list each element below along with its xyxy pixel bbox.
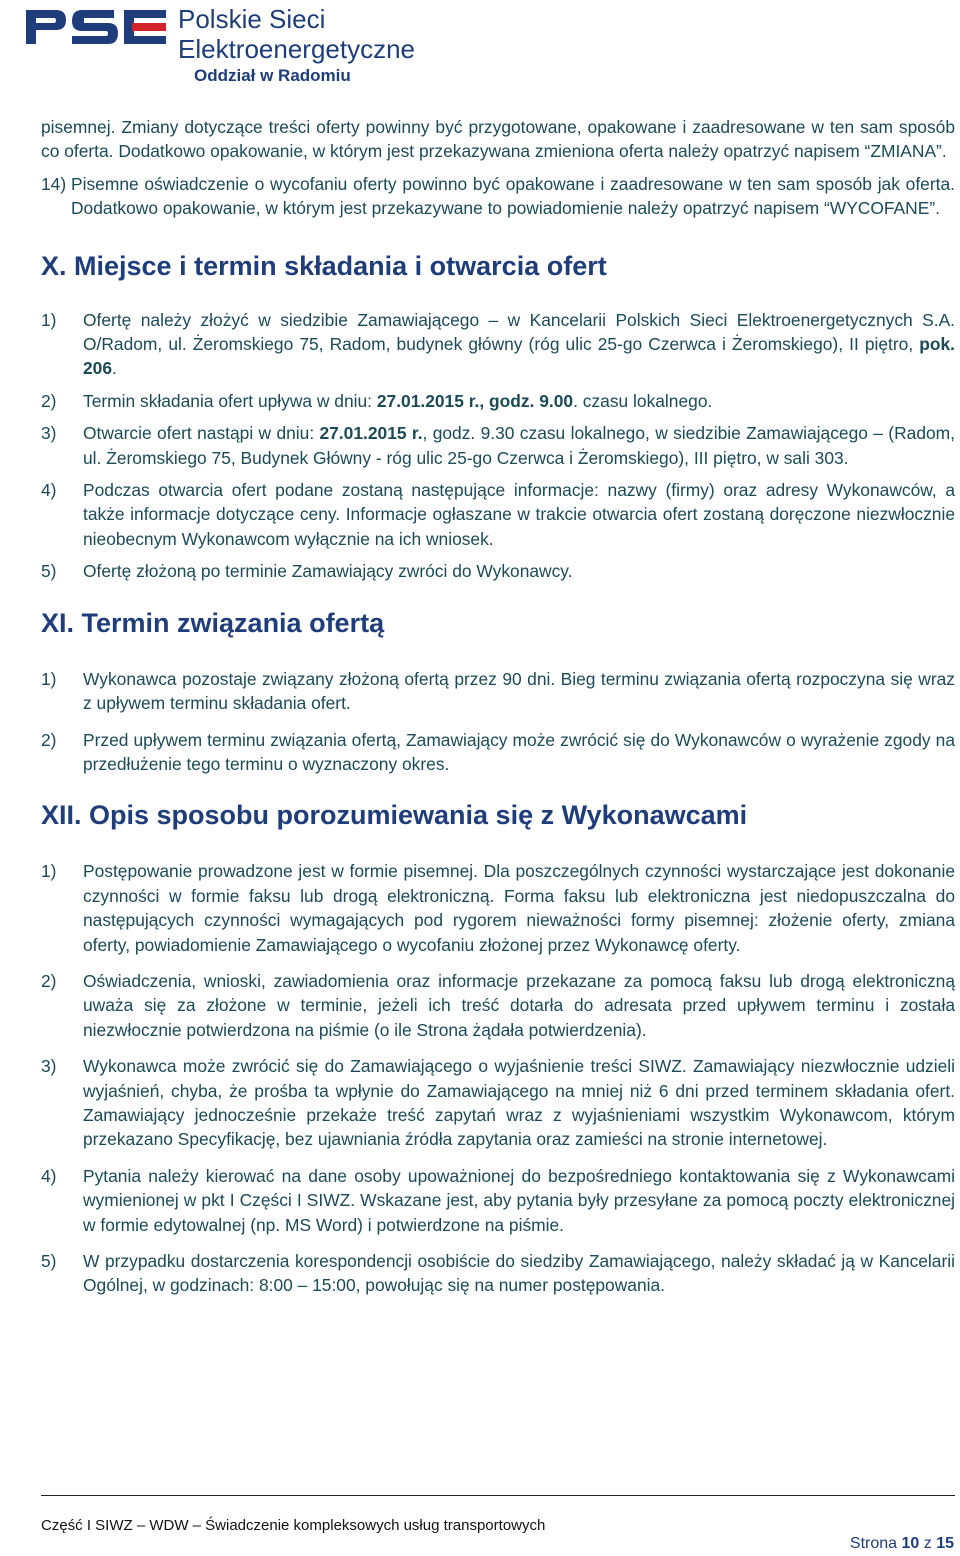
brand-branch: Oddział w Radomiu [194,66,351,85]
list-item [41,308,955,381]
item-text: Postępowanie prowadzone jest w formie pisemnej. Dla poszczególnych czynności wystarczające jest dokonanie czynności w formie faksu lub drogą elektroniczną. Forma faksu lub elektroniczna jest niedopuszczalna do następujących czynności wymagających pod rygorem nieważności formy pisemnej: złożenie oferty, zmiana oferty, powiadomienie Zamawiającego o wycofaniu złożonej przez Wykonawcę oferty. [83,861,955,955]
list-item [41,478,955,551]
item-text [83,389,955,413]
list-item [41,1054,955,1152]
item-text: Przed upływem terminu związania ofertą, Zamawiający może zwrócić się do Wykonawców o wyrażenie zgody na przedłużenie tego terminu o wyznaczony okres. [83,729,955,774]
item-number: 1) [41,861,57,882]
item-text-bold: 27.01.2015 r. [319,423,423,444]
item-number: 4) [41,1165,57,1186]
page-mid: z [919,1535,937,1552]
item-number: 3) [41,423,57,444]
page-current: 10 [901,1535,920,1552]
list-item [41,969,955,1042]
list-item [41,389,955,413]
section-heading-xii: XII. Opis sposobu porozumiewania się z Wykonawcami [41,800,748,831]
item-number: 2) [41,390,57,411]
document-body [41,115,955,1298]
list-item [41,728,955,777]
item-number: 2) [41,729,57,750]
section-heading-xi: XI. Termin związania ofertą [41,607,385,638]
list-item [41,559,955,583]
footer-divider [41,1495,955,1496]
intro-paragraph: pisemnej. Zmiany dotyczące treści oferty powinny być przygotowane, opakowane i zaadresowane w ten sam sposób co oferta. Dodatkowo opakowanie, w którym jest przekazywana zmieniona oferta należy opatrzyć napisem “ZMIANA”. [41,117,955,162]
list-item [41,421,955,470]
item-text [83,421,955,470]
item-number: 2) [41,970,57,991]
item-text: Ofertę złożoną po terminie Zamawiający zwróci do Wykonawcy. [83,561,573,582]
item-text: Pytania należy kierować na dane osoby upoważnionej do bezpośredniego kontaktowania się z Wykonawcami wymienionej w pkt I Części I SIWZ. Wskazane jest, aby pytania były przesyłane za pomocą poczty elektronicznej w formie edytowalnej (np. MS Word) i potwierdzone na piśmie. [83,1165,955,1235]
item-text: Wykonawca może zwrócić się do Zamawiającego o wyjaśnienie treści SIWZ. Zamawiający niezwłocznie udzieli wyjaśnień, chyba, że prośba ta wpłynie do Zamawiającego na mniej niż 6 dni przed terminem składania ofert. Zamawiający jednocześnie przekaże treść zapytań wraz z wyjaśnieniami wszystkim Wykonawcom, którym przekazano Specyfikację, bez ujawniania źródła zapytania oraz zamieści na stronie internetowej. [83,1056,955,1150]
item-number: 1) [41,668,57,689]
list-item [41,667,955,716]
item-text-part: Ofertę należy złożyć w siedzibie Zamawiającego – w Kancelarii Polskich Sieci Elektroenergetycznych S.A. O/Radom, ul. Żeromskiego 75, Radom, budynek główny (róg ulic 25-go Czerwca i Żeromskiego), II piętro, [83,309,955,355]
item-text-part: . czasu lokalnego. [573,390,713,411]
list-item [41,172,955,221]
item-number: 4) [41,480,57,501]
list-item [41,1164,955,1237]
item-number: 1) [41,309,57,330]
item-number: 5) [41,1251,57,1271]
item-number: 3) [41,1056,57,1077]
item-text: Pisemne oświadczenie o wycofaniu oferty powinno być opakowane i zaadresowane w ten sam sposób jak oferta. Dodatkowo opakowanie, w którym jest przekazywane to powiadomienie należy opatrzyć napisem “WYCOFANE”. [71,173,955,219]
item-text: Podczas otwarcia ofert podane zostaną następujące informacje: nazwy (firmy) oraz adresy Wykonawców, a także informacje dotyczące ceny. Informacje ogłaszane w trakcie otwarcia ofert zostaną doręczone niezwłocznie nieobecnym Wykonawcom wyłącznie na ich wniosek. [83,480,955,549]
item-number: 5) [41,561,57,582]
item-text-part: . [112,358,117,379]
item-text: Oświadczenia, wnioski, zawiadomienia oraz informacje przekazane za pomocą faksu lub drogą elektroniczną uważa się za złożone w terminie, jeżeli ich treść dotarła do adresata przed upływem terminu i została niezwłocznie potwierdzona na piśmie (o ile Strona żądała potwierdzenia). [83,970,955,1040]
item-text-part: , godz. 9.30 czasu lokalnego, w siedzibie Zamawiającego – (Radom, ul. Żeromskiego 75, Budynek Główny - róg ulic 25-go Czerwca i Żeromskiego), III piętro, w sali 303. [83,423,955,468]
item-text-part: Otwarcie ofert nastąpi w dniu: [83,423,320,444]
item-text-bold: pok. 206 [83,334,955,379]
item-text [83,308,955,381]
page-prefix: Strona [849,1535,902,1552]
item-text: W przypadku dostarczenia korespondencji osobiście do siedziby Zamawiającego, należy składać ją w Kancelarii Ogólnej, w godzinach: 8:00 – 15:00, powołując się na numer postępowania. [83,1251,955,1296]
brand-name-line2: Elektroenergetyczne [178,34,416,64]
footer-document-title: Część I SIWZ – WDW – Świadczenie kompleksowych usług transportowych [41,1517,546,1534]
list-item [41,1249,955,1298]
item-number: 14) [41,173,67,194]
section-heading-x: X. Miejsce i termin składania i otwarcia ofert [41,250,607,281]
list-item [41,859,955,957]
brand-name-line1: Polskie Sieci [178,4,326,34]
item-text: Wykonawca pozostaje związany złożoną ofertą przez 90 dni. Bieg terminu związania ofertą rozpoczyna się wraz z upływem terminu składania ofert. [83,668,955,714]
page-total: 15 [936,1535,954,1552]
page-number [850,1535,954,1553]
pse-logo-icon [22,6,170,48]
item-text-bold: 27.01.2015 r., godz. 9.00 [376,390,574,411]
item-text-part: Termin składania ofert upływa w dniu: [83,390,377,411]
page-header [22,4,442,86]
